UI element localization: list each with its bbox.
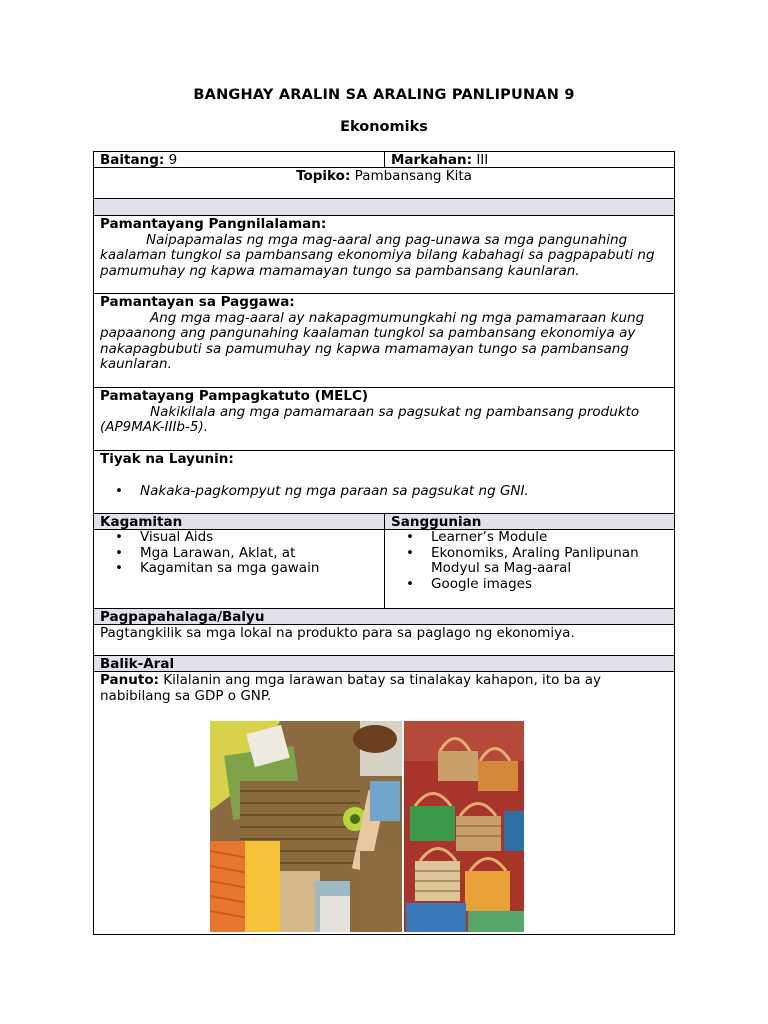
shaded-divider: [93, 198, 675, 216]
performance-standard-text: Ang mga mag-aaral ay nakapagmumungkahi ng mga pamamaraan kung papaanong ang pangunahing kaalaman tungkol sa pambansang ekonomiya ay nakapagbubuti sa pamumuhay ng kapwa mamamayan tungo sa pambansang kaunlaran.: [100, 309, 645, 372]
content-standard-label: Pamantayang Pangnilalaman:: [100, 216, 327, 232]
review-header: [93, 655, 675, 672]
melc-section: [93, 387, 675, 451]
materials-references-header: [93, 513, 675, 530]
content-standard-section: [93, 215, 675, 294]
grade-value: 9: [168, 152, 178, 168]
topic-row: [93, 167, 675, 199]
list-item: • Ekonomiks, Araling Panlipunan Modyul sa Mag-aaral: [406, 544, 639, 576]
objectives-section: [93, 450, 675, 514]
review-label: Balik-Aral: [100, 656, 175, 672]
list-item: • Kagamitan sa mga gawain: [115, 560, 320, 576]
topic-cell: [94, 168, 674, 185]
melc-label: Pamatayang Pampagkatuto (MELC): [100, 388, 369, 404]
local-products-photo: [210, 721, 524, 932]
performance-standard-label: Pamantayan sa Paggawa:: [100, 294, 295, 310]
list-item: • Mga Larawan, Aklat, at: [115, 544, 296, 561]
materials-list: [94, 530, 384, 577]
grade-label: Baitang:: [100, 152, 165, 168]
instruction-text: Kilalanin ang mga larawan batay sa tinalakay kahapon, ito ba ay nabibilang sa GDP o GNP.: [100, 672, 602, 704]
grade-quarter-row: [93, 151, 675, 168]
topic-label: Topiko:: [296, 168, 351, 184]
content-standard-text: Naipapamalas ng mga mag-aaral ang pag-unawa sa mga pangunahing kaalaman tungkol sa pambansang ekonomiya bilang kabahagi sa pagpapabuti ng pamumuhay ng kapwa mamamayan tungo sa pambansang kaunlaran.: [100, 231, 655, 279]
performance-standard-section: [93, 293, 675, 388]
bullet: •: [115, 482, 123, 499]
values-body: [93, 624, 675, 656]
document-title: BANGHAY ARALIN SA ARALING PANLIPUNAN 9: [193, 87, 575, 103]
objectives-label: Tiyak na Layunin:: [100, 451, 234, 467]
list-item: • Google images: [406, 575, 532, 592]
quarter-label: Markahan:: [391, 152, 473, 168]
melc-text: Nakikilala ang mga pamamaraan sa pagsukat ng pambansang produkto (AP9MAK-IIIb-5).: [100, 403, 640, 435]
quarter-value: III: [476, 152, 489, 168]
document-subtitle: Ekonomiks: [340, 119, 428, 135]
values-text: Pagtangkilik sa mga lokal na produkto para sa paglago ng ekonomiya.: [100, 625, 575, 641]
materials-label: Kagamitan: [100, 514, 183, 530]
topic-value: Pambansang Kita: [354, 168, 472, 184]
instruction-label: Panuto:: [100, 672, 159, 688]
values-header: [93, 608, 675, 625]
references-label: Sanggunian: [391, 514, 482, 530]
list-item: • Visual Aids: [115, 529, 214, 545]
references-list: [385, 530, 675, 592]
objective-item: • Nakaka-pagkompyut ng mga paraan sa pagsukat ng GNI.: [115, 482, 529, 499]
values-label: Pagpapahalaga/Balyu: [100, 609, 265, 625]
materials-references-body: [93, 529, 675, 609]
list-item: • Learner’s Module: [406, 529, 548, 545]
